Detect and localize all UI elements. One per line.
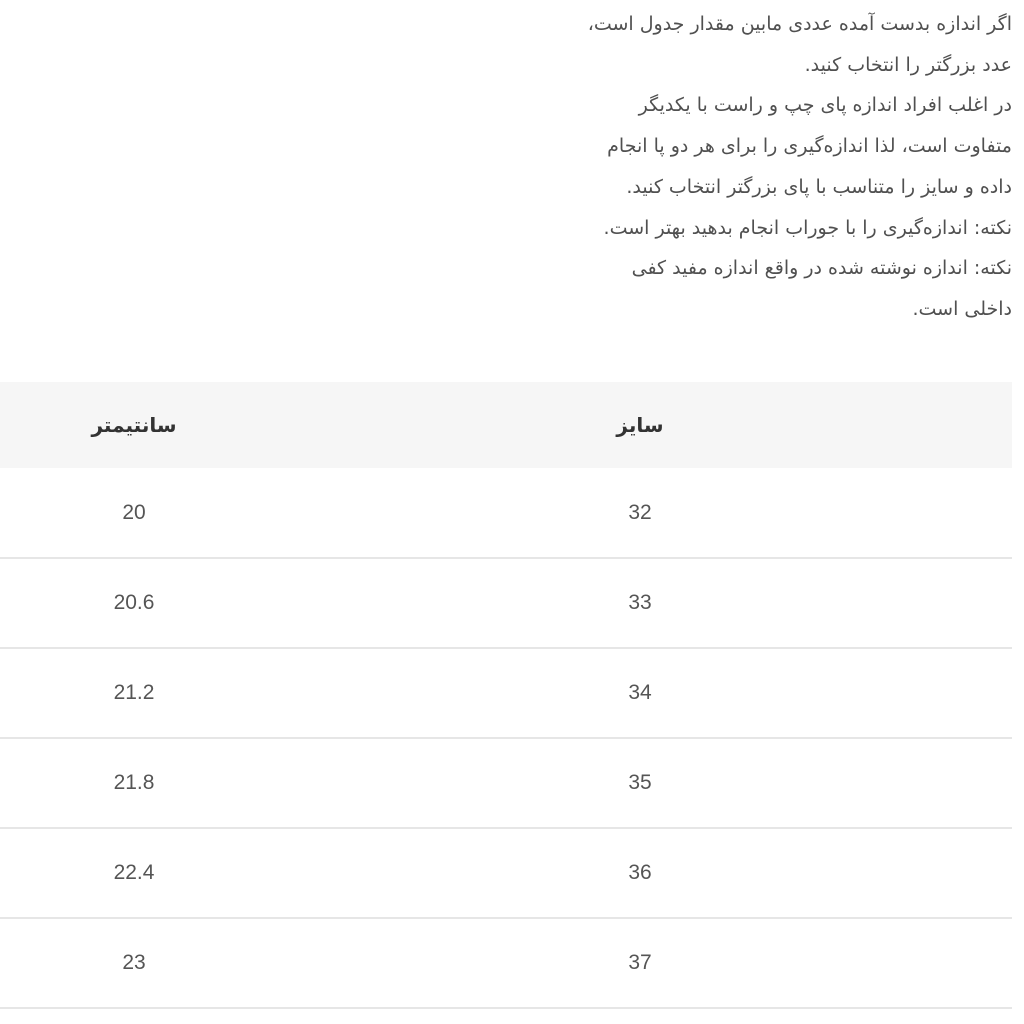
cell-centimeter: 21.8 bbox=[0, 738, 268, 828]
cell-size: 35 bbox=[268, 738, 1012, 828]
header-size: سایز bbox=[616, 413, 664, 437]
cell-size: 32 bbox=[268, 468, 1012, 558]
header-centimeter: سانتیمتر bbox=[91, 413, 177, 437]
guide-line: داده و سایز را متناسب با پای بزرگتر انتخاب کنید. bbox=[626, 175, 1012, 198]
table-row bbox=[0, 828, 1012, 918]
cell-size: 34 bbox=[268, 648, 1012, 738]
guide-line: اگر اندازه بدست آمده عددی مابین مقدار جدول است، bbox=[587, 13, 1012, 35]
cell-size: 36 bbox=[268, 828, 1012, 918]
cell-centimeter: 20 bbox=[0, 468, 268, 558]
guide-line: متفاوت است، لذا اندازه‌گیری را برای هر دو پا انجام bbox=[607, 135, 1012, 158]
size-guide-text bbox=[452, 4, 1012, 330]
table-header bbox=[0, 382, 1012, 468]
table-row bbox=[0, 558, 1012, 648]
cell-centimeter: 20.6 bbox=[0, 558, 268, 648]
guide-line: نکته: اندازه نوشته شده در واقع اندازه مفید کفی bbox=[631, 257, 1012, 280]
table-row bbox=[0, 918, 1012, 1008]
size-chart-table bbox=[0, 382, 1012, 1009]
table-row bbox=[0, 738, 1012, 828]
cell-size: 37 bbox=[268, 918, 1012, 1008]
cell-centimeter: 23 bbox=[0, 918, 268, 1008]
table-row bbox=[0, 648, 1012, 738]
cell-size: 33 bbox=[268, 558, 1012, 648]
guide-line: داخلی است. bbox=[912, 297, 1012, 320]
guide-line: نکته: اندازه‌گیری را با جوراب انجام بدهید بهتر است. bbox=[603, 216, 1012, 239]
cell-centimeter: 22.4 bbox=[0, 828, 268, 918]
cell-centimeter: 21.2 bbox=[0, 648, 268, 738]
table-body bbox=[0, 468, 1012, 1008]
guide-line: عدد بزرگتر را انتخاب کنید. bbox=[804, 53, 1012, 76]
guide-line: در اغلب افراد اندازه پای چپ و راست با یکدیگر bbox=[638, 94, 1012, 117]
table-header-row bbox=[0, 382, 1012, 468]
table-row bbox=[0, 468, 1012, 558]
